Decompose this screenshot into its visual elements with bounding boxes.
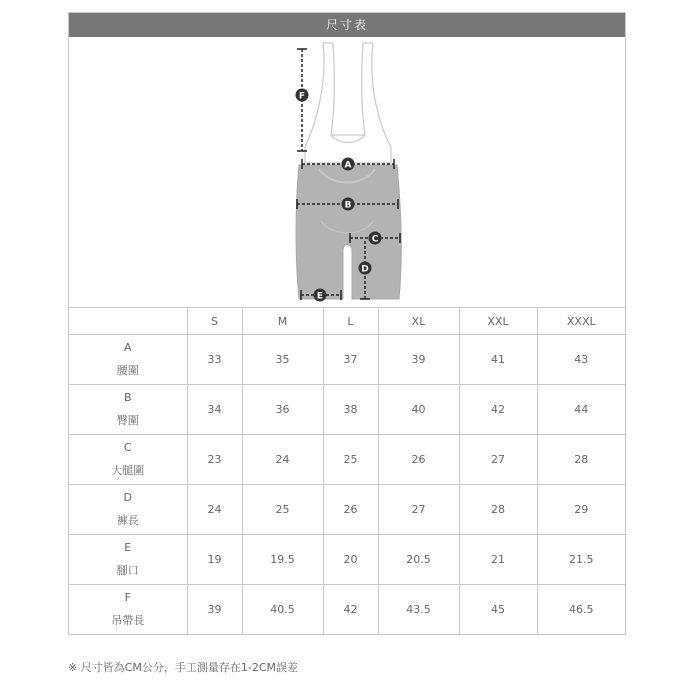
svg-text:A: A — [344, 160, 352, 171]
bib-straps — [305, 43, 391, 163]
row-label — [69, 535, 187, 585]
svg-text:C: C — [371, 234, 379, 245]
measure-name: 腳口 — [116, 564, 139, 577]
size-col-header: M — [242, 308, 323, 335]
size-header-row — [69, 308, 625, 335]
table-cell: 44 — [537, 385, 625, 435]
table-cell: 21 — [459, 535, 537, 585]
footnote: ※ 尺寸皆為CM公分，手工測量存在1-2CM誤差 — [68, 661, 299, 674]
chart-title: 尺寸表 — [69, 13, 625, 37]
size-col-header: XXXL — [537, 308, 625, 335]
table-row — [69, 435, 625, 485]
table-row — [69, 585, 625, 635]
table-cell: 29 — [537, 485, 625, 535]
table-cell: 41 — [459, 335, 537, 385]
measure-key: A — [123, 341, 132, 354]
row-label — [69, 485, 187, 535]
bib-shorts-diagram — [69, 37, 625, 308]
table-cell: 39 — [378, 335, 459, 385]
table-cell: 21.5 — [537, 535, 625, 585]
row-label — [69, 435, 187, 485]
table-cell: 23 — [187, 435, 242, 485]
table-cell: 19.5 — [242, 535, 323, 585]
measure-key: E — [124, 541, 132, 554]
table-cell: 24 — [187, 485, 242, 535]
table-cell: 19 — [187, 535, 242, 585]
table-cell: 28 — [537, 435, 625, 485]
measure-key: F — [124, 591, 131, 604]
row-label — [69, 585, 187, 635]
table-cell: 27 — [378, 485, 459, 535]
size-table — [69, 308, 625, 634]
svg-text:D: D — [361, 264, 369, 275]
table-cell: 43.5 — [378, 585, 459, 635]
shorts-body — [296, 165, 401, 299]
measure-name: 腰圍 — [116, 364, 139, 377]
table-row — [69, 385, 625, 435]
table-cell: 40.5 — [242, 585, 323, 635]
measure-name: 臀圍 — [116, 414, 139, 427]
header-corner — [69, 308, 187, 335]
table-row — [69, 535, 625, 585]
row-label — [69, 385, 187, 435]
measure-name: 吊帶長 — [111, 614, 145, 627]
size-col-header: S — [187, 308, 242, 335]
table-cell: 33 — [187, 335, 242, 385]
measure-name: 大腿圍 — [111, 464, 145, 477]
marker-b — [342, 198, 355, 211]
table-cell: 45 — [459, 585, 537, 635]
table-cell: 25 — [323, 435, 378, 485]
marker-f — [296, 89, 309, 102]
table-cell: 26 — [323, 485, 378, 535]
table-cell: 24 — [242, 435, 323, 485]
table-cell: 37 — [323, 335, 378, 385]
table-cell: 28 — [459, 485, 537, 535]
table-cell: 34 — [187, 385, 242, 435]
size-chart — [68, 12, 626, 635]
table-cell: 35 — [242, 335, 323, 385]
size-col-header: XXL — [459, 308, 537, 335]
table-cell: 20.5 — [378, 535, 459, 585]
svg-text:F: F — [298, 91, 306, 102]
measure-name: 褲長 — [116, 514, 139, 527]
bib-shorts-illustration — [69, 37, 625, 307]
table-cell: 43 — [537, 335, 625, 385]
measure-key: B — [123, 391, 132, 404]
table-cell: 20 — [323, 535, 378, 585]
table-cell: 42 — [323, 585, 378, 635]
table-cell: 46.5 — [537, 585, 625, 635]
measure-key: C — [123, 441, 132, 454]
table-cell: 38 — [323, 385, 378, 435]
table-cell: 27 — [459, 435, 537, 485]
size-col-header: XL — [378, 308, 459, 335]
table-cell: 36 — [242, 385, 323, 435]
svg-text:B: B — [344, 200, 352, 211]
marker-e — [314, 289, 327, 302]
row-label — [69, 335, 187, 385]
table-cell: 26 — [378, 435, 459, 485]
svg-text:E: E — [316, 291, 324, 302]
measure-key: D — [123, 491, 132, 504]
table-cell: 40 — [378, 385, 459, 435]
marker-c — [369, 232, 382, 245]
table-cell: 42 — [459, 385, 537, 435]
table-row — [69, 335, 625, 385]
table-row — [69, 485, 625, 535]
marker-d — [359, 262, 372, 275]
table-cell: 39 — [187, 585, 242, 635]
table-cell: 25 — [242, 485, 323, 535]
size-col-header: L — [323, 308, 378, 335]
marker-a — [342, 158, 355, 171]
